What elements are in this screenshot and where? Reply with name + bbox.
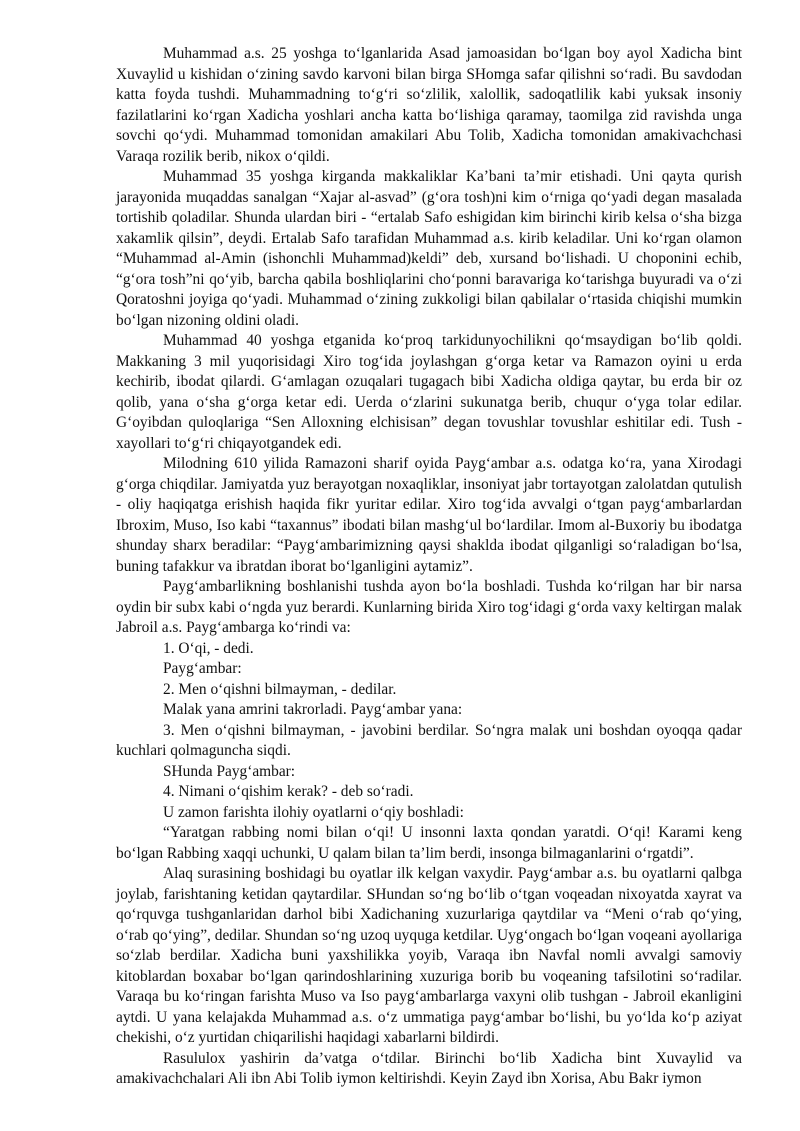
paragraph-ramadan-610: Milodning 610 yilida Ramazoni sharif oyida Payg‘ambar a.s. odatga ko‘ra, yana Xirodagi g‘orga chiqdilar. Jamiyatda yuz berayotgan noxaqliklar, insoniyat jabr tortayotgan zalolatdan qutulish - oliy haqiqatga erishish haqida fikr yuritar edilar. Xiro tog‘ida avvalgi o‘tgan payg‘ambarlardan Ibroxim, Muso, Iso kabi “taxannus” ibodati bilan mashg‘ul bo‘lardilar. Imom al-Buxoriy bu ibodatga shunday sharx beradilar: “Payg‘ambarimizning qaysi shaklda ibodat qilganligi so‘raladigan bo‘lsa, buning tafakkur va ibratdan iborat bo‘lganligini aytamiz”. [116, 455, 742, 575]
paragraph-third-reply: 3. Men o‘qishni bilmayman, - javobini berdilar. So‘ngra malak uni boshdan oyoqqa qadar kuchlari qolmaguncha siqdi. [116, 721, 742, 759]
paragraph-revelation-verse: “Yaratgan rabbing nomi bilan o‘qi! U insonni laxta qondan yaratdi. O‘qi! Karami keng bo‘lgan Rabbing xaqqi uchunki, U qalam bilan ta’lim berdi, insonga bilmaganlarini o‘rgatdi”. [116, 824, 742, 862]
dialogue-line-3: 2. Men o‘qishni bilmayman, - dedilar. [163, 680, 397, 698]
dialogue-line-7: U zamon farishta ilohiy oyatlarni o‘qiy boshladi: [163, 803, 464, 821]
paragraph-black-stone: Muhammad 35 yoshga kirganda makkaliklar Ka’bani ta’mir etishadi. Uni qayta qurish jarayonida muqaddas sanalgan “Xajar al-asvad” (g‘ora tosh)ni kim o‘rniga qo‘yadi degan masalada tortishib qoladilar. Shunda ulardan biri - “ertalab Safo eshigidan kim birinchi kirib kelsa o‘sha bizga xakamlik qilsin”, deydi. Ertalab Safo tarafidan Muhammad a.s. kirib keladilar. Uni ko‘rgan olamon “Muhammad al-Amin (ishonchli Muhammad)keldi” deb, xursand bo‘lishadi. U choponini echib, “g‘ora tosh”ni qo‘yib, barcha qabila boshliqlarini cho‘ponni baravariga ko‘tarishga buyuradi va o‘zi Qoratoshni joyiga qo‘yadi. Muhammad o‘zining zukkoligi bilan qabilalar o‘rtasida chiqishi mumkin bo‘lgan nizoning oldini oladi. [116, 168, 742, 329]
paragraph-prophethood-start: Payg‘ambarlikning boshlanishi tushda ayon bo‘la boshladi. Tushda ko‘rilgan har bir narsa oydin bir subx kabi o‘ngda yuz berardi. Kunlarning birida Xiro tog‘idagi g‘orda vaxy keltirgan malak Jabroil a.s. Payg‘ambarga ko‘rindi va: [116, 578, 742, 636]
dialogue-line-5: SHunda Payg‘ambar: [163, 762, 296, 780]
dialogue-line-2: Payg‘ambar: [163, 660, 242, 677]
dialogue-line-4: Malak yana amrini takrorladi. Payg‘ambar yana: [163, 701, 463, 718]
paragraph-marriage: Muhammad a.s. 25 yoshga to‘lganlarida Asad jamoasidan bo‘lgan boy ayol Xadicha bint Xuvaylid u kishidan o‘zining savdo karvoni bilan birga SHomga safar qilishni so‘radi. Bu savdodan katta foyda tushdi. Muhammadning to‘g‘ri so‘zlilik, xalollik, sadoqatlilik kabi yuksak insoniy fazilatlarini ko‘rgan Xadicha yoshlari ancha katta bo‘lishiga qaramay, taomilga zid ravishda unga sovchi qo‘ydi. Muhammad tomonidan amakilari Abu Tolib, Xadicha tomonidan amakivachchasi Varaqa rozilik berib, nikox o‘qildi. [116, 45, 742, 165]
dialogue-line-6: 4. Nimani o‘qishim kerak? - deb so‘radi. [163, 783, 414, 800]
paragraph-alaq-sura: Alaq surasining boshidagi bu oyatlar ilk kelgan vaxydir. Payg‘ambar a.s. bu oyatlarni qalbga joylab, farishtaning ketidan qaytardilar. SHundan so‘ng bo‘lib o‘tgan voqeadan nixoyatda xayrat va qo‘rquvga tushganlaridan darhol bibi Xadichaning xuzurlariga qaytdilar va “Meni o‘rab qo‘ying, o‘rab qo‘ying”, dedilar. Shundan so‘ng uzoq uyquga ketdilar. Uyg‘ongach bo‘lgan voqeani ayollariga so‘zlab berdilar. Xadicha buni yaxshilikka yoyib, Varaqa ibn Navfal nomli avvalgi samoviy kitoblardan boxabar bo‘lgan qarindoshlarining xuzuriga borib bu voqeaning tafsilotini so‘radilar. Varaqa bu ko‘ringan farishta Muso va Iso payg‘ambarlarga vaxyni olib tushgan - Jabroil ekanligini aytdi. U yana kelajakda Muhammad a.s. o‘z ummatiga payg‘ambar bo‘lishi, bu yo‘lda ko‘p aziyat chekishi, o‘z yurtidan chiqarilishi haqidagi xabarlarni bildirdi. [116, 865, 742, 1046]
dialogue-line-1: 1. O‘qi, - dedi. [163, 639, 254, 657]
paragraph-hira-cave: Muhammad 40 yoshga etganida ko‘proq tarkidunyochilikni qo‘msaydigan bo‘lib qoldi. Makkaning 3 mil yuqorisidagi Xiro tog‘ida joylashgan g‘orga ketar va Ramazon oyini u erda kechirib, ibodat qilardi. G‘amlagan ozuqalari tugagach bibi Xadicha oldiga qaytar, bu erda bir oz qolib, yana o‘sha g‘orga ketar edi. Uerda o‘zlarini sukunatga berib, chuqur o‘yga tolar edilar. G‘oyibdan quloqlariga “Sen Alloxning elchisisan” degan tovushlar tovushlar eshitilar edi. Tush - xayollari to‘g‘ri chiqayotgandek edi. [116, 332, 742, 452]
paragraph-secret-call: Rasululox yashirin da’vatga o‘tdilar. Birinchi bo‘lib Xadicha bint Xuvaylid va amakivachchalari Ali ibn Abi Tolib iymon keltirishdi. Keyin Zayd ibn Xorisa, Abu Bakr iymon [116, 1049, 742, 1087]
